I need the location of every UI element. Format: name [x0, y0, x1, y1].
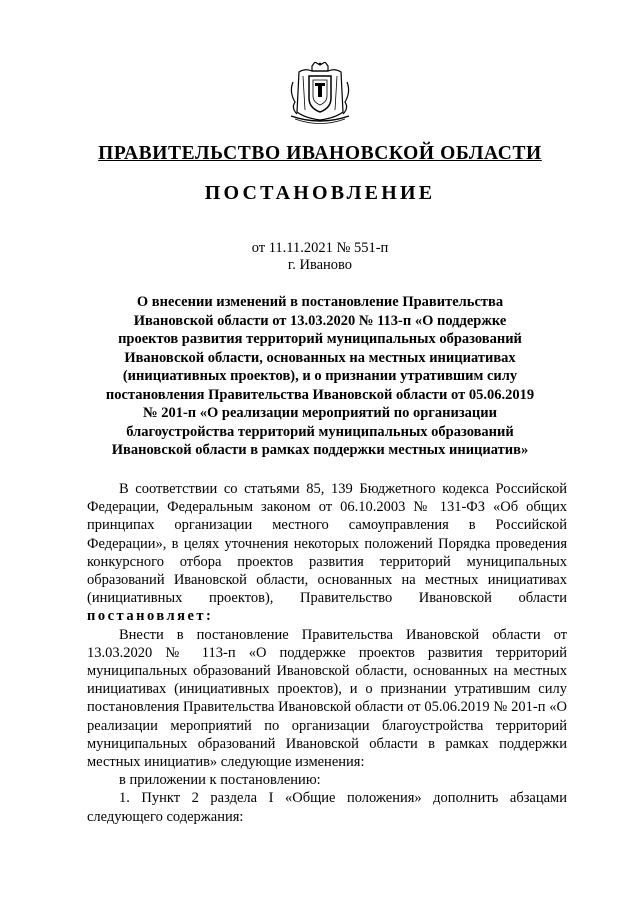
- city: г. Иваново: [287, 257, 353, 273]
- paragraph-amendment: Внести в постановление Правительства Ивановской области от 13.03.2020 № 113-п «О поддержке проектов развития территорий муниципальных образований Ивановской области, основанных на местных инициативах (инициативных проектов), и о признании утратившим силу постановления Правительства Ивановской области от 05.06.2019 № 201-п «О реализации мероприятий по организации благоустройства территорий муниципальных образований Ивановской области в рамках поддержки местных инициатив» следующие изменения:: [87, 626, 567, 771]
- paragraph-appendix: в приложении к постановлению:: [119, 772, 321, 789]
- paragraph-item-1: 1. Пункт 2 раздела I «Общие положения» дополнить абзацами следующего содержания:: [87, 790, 567, 825]
- document-type: ПОСТАНОВЛЕНИЕ: [204, 182, 436, 204]
- document-body: [87, 480, 567, 826]
- paragraph-preamble: [87, 480, 567, 626]
- coat-of-arms-icon: [285, 62, 355, 124]
- date-number: от 11.11.2021 № 551-п: [251, 240, 389, 256]
- document-meta: [0, 240, 640, 274]
- org-name: ПРАВИТЕЛЬСТВО ИВАНОВСКОЙ ОБЛАСТИ: [98, 143, 542, 164]
- preamble-text: В соответствии со статьями 85, 139 Бюджетного кодекса Российской Федерации, Федеральным законом от 06.10.2003 № 131-ФЗ «Об общих принципах организации местного самоуправления в Российской Федерации», в целях уточнения некоторых положений Порядка проведения конкурсного отбора проектов развития территорий муниципальных образований Ивановской области, основанных на местных инициативах (инициативных проектов), Правительство Ивановской области: [87, 481, 567, 607]
- document-title: О внесении изменений в постановление Правительства Ивановской области от 13.03.2020 № 113-п «О поддержке проектов развития территорий муниципальных образований Ивановской области, основанных на местных инициативах (инициативных проектов), и о признании утратившим силу постановления Правительства Ивановской области от 05.06.2019 № 201-п «О реализации мероприятий по организации благоустройства территорий муниципальных образований Ивановской области в рамках поддержки местных инициатив»: [105, 294, 535, 458]
- resolution-keyword: постановляет:: [87, 608, 214, 625]
